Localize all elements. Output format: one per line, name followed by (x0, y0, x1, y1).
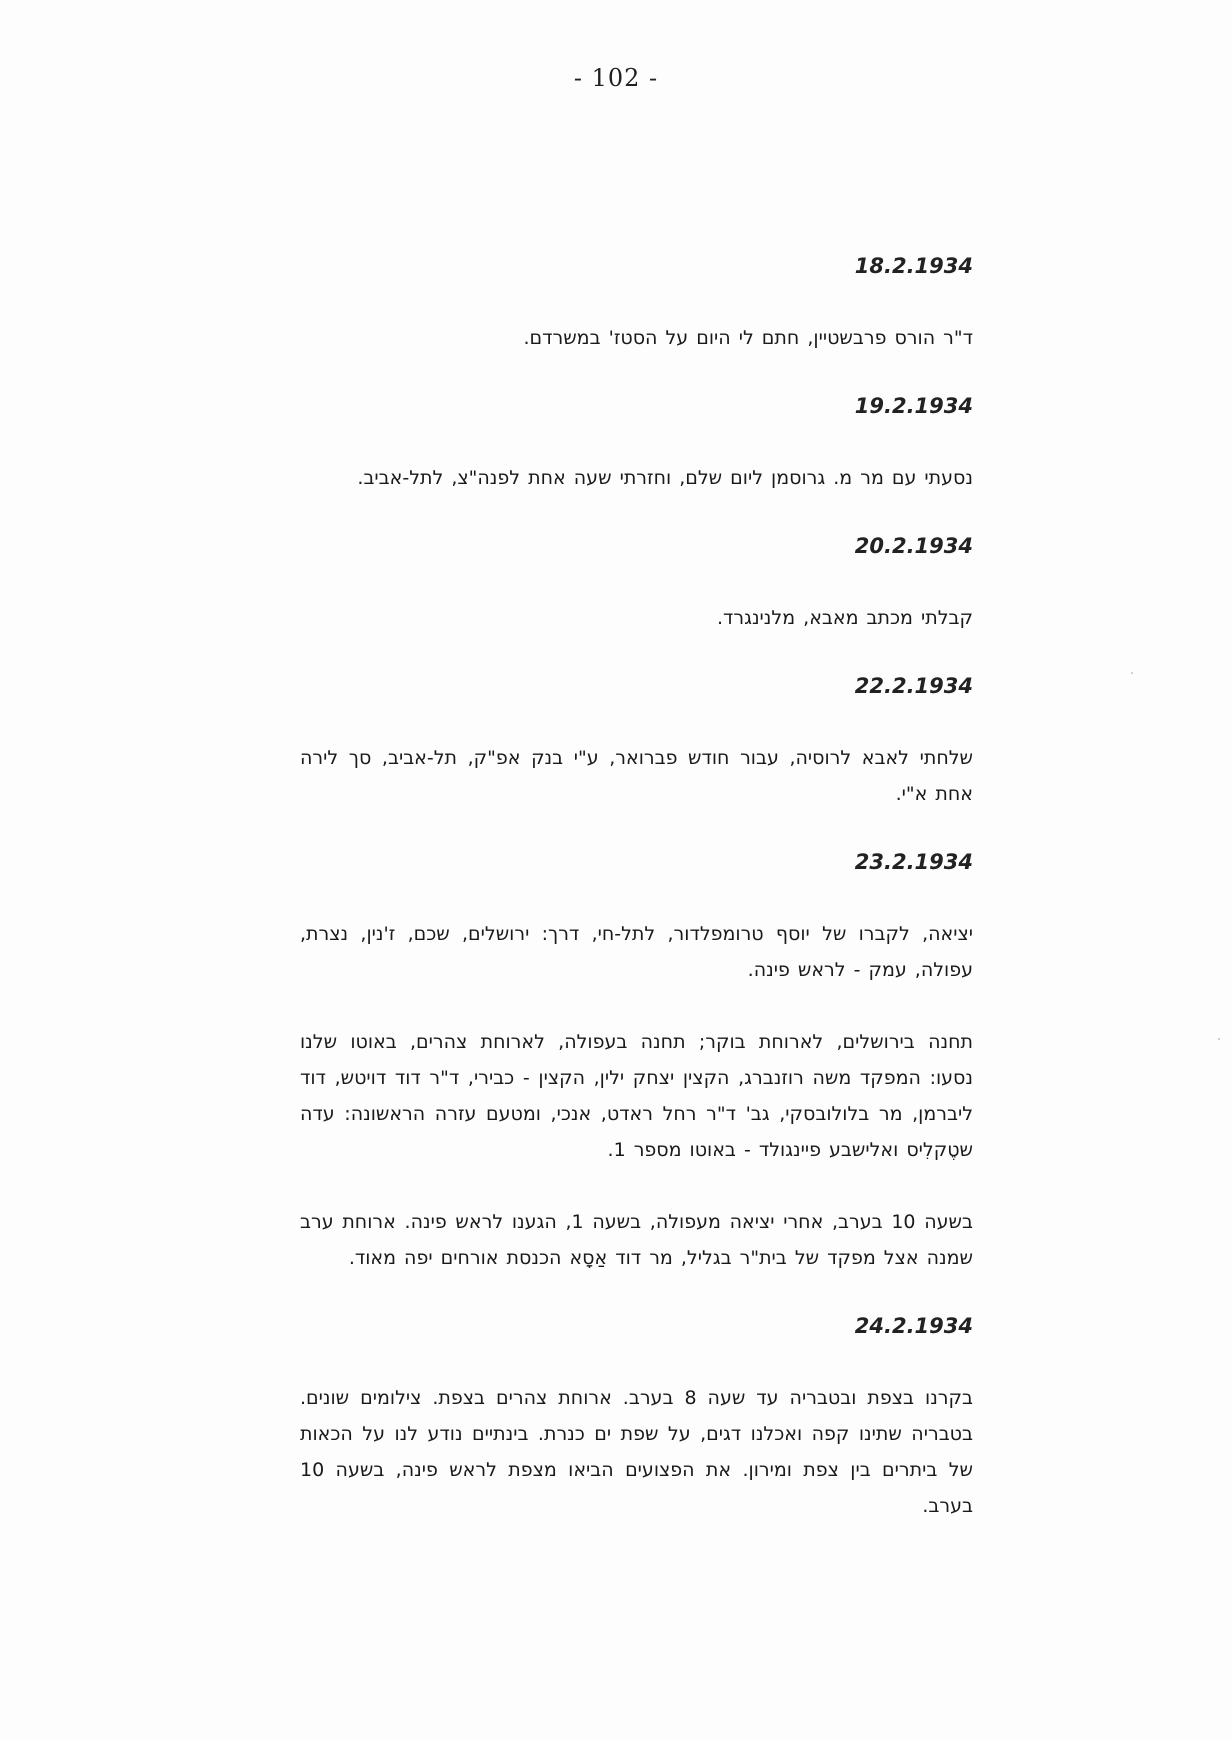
entry-paragraph: נסעתי עם מר מ. גרוסמן ליום שלם, וחזרתי שעה אחת לפנה"צ, לתל-אביב. (357, 467, 973, 489)
entry-date: 22.2.1934 (854, 674, 973, 698)
diary-entry (300, 532, 973, 636)
entry-date: 18.2.1934 (854, 254, 973, 278)
entry-date: 19.2.1934 (854, 394, 973, 418)
diary-entry (300, 1312, 973, 1524)
diary-entry (300, 392, 973, 496)
diary-entry (300, 848, 973, 1276)
diary-entry (300, 252, 973, 356)
paper-speck (1131, 672, 1133, 674)
entry-date: 20.2.1934 (854, 534, 973, 558)
entry-paragraph: בשעה 10 בערב, אחרי יציאה מעפולה, בשעה 1, הגענו לראש פינה. ארוחת ערב שמנה אצל מפקד של בית"ר בגליל, מר דוד אַסָא הכנסת אורחים יפה מאוד. (300, 1211, 973, 1269)
entry-paragraph: קבלתי מכתב מאבא, מלנינגרד. (716, 607, 973, 629)
diary-entry (300, 672, 973, 812)
page-number: - 102 - (573, 64, 659, 92)
diary-content (300, 252, 973, 1560)
paper-speck (1218, 1038, 1220, 1040)
entry-paragraph: תחנה בירושלים, לארוחת בוקר; תחנה בעפולה, לארוחת צהרים, באוטו שלנו נסעו: המפקד משה רוזנברג, הקצין יצחק ילין, הקצין - כבירי, ד"ר דוד דויטש, דוד ליברמן, מר בלולובסקי, גב' ד"ר רחל ראדט, אנכי, ומטעם עזרה הראשונה: עדה שטֶקלִיס ואלישבע פיינגולד - באוטו מספר 1. (300, 1031, 973, 1161)
entry-date: 24.2.1934 (854, 1314, 973, 1338)
entry-paragraph: בקרנו בצפת ובטבריה עד שעה 8 בערב. ארוחת צהרים בצפת. צילומים שונים. בטבריה שתינו קפה ואכלנו דגים, על שפת ים כנרת. בינתיים נודע לנו על הכאות של ביתרים בין צפת ומירון. את הפצועים הביאו מצפת לראש פינה, בשעה 10 בערב. (300, 1387, 973, 1517)
entry-date: 23.2.1934 (854, 850, 973, 874)
entry-paragraph: ד"ר הורס פרבשטיין, חתם לי היום על הסטז' במשרדם. (523, 327, 973, 349)
entry-paragraph: שלחתי לאבא לרוסיה, עבור חודש פברואר, ע"י בנק אפ"ק, תל-אביב, סך לירה אחת א"י. (300, 747, 973, 805)
entry-paragraph: יציאה, לקברו של יוסף טרומפלדור, לתל-חי, דרך: ירושלים, שכם, ז'נין, נצרת, עפולה, עמק - לראש פינה. (300, 923, 973, 981)
